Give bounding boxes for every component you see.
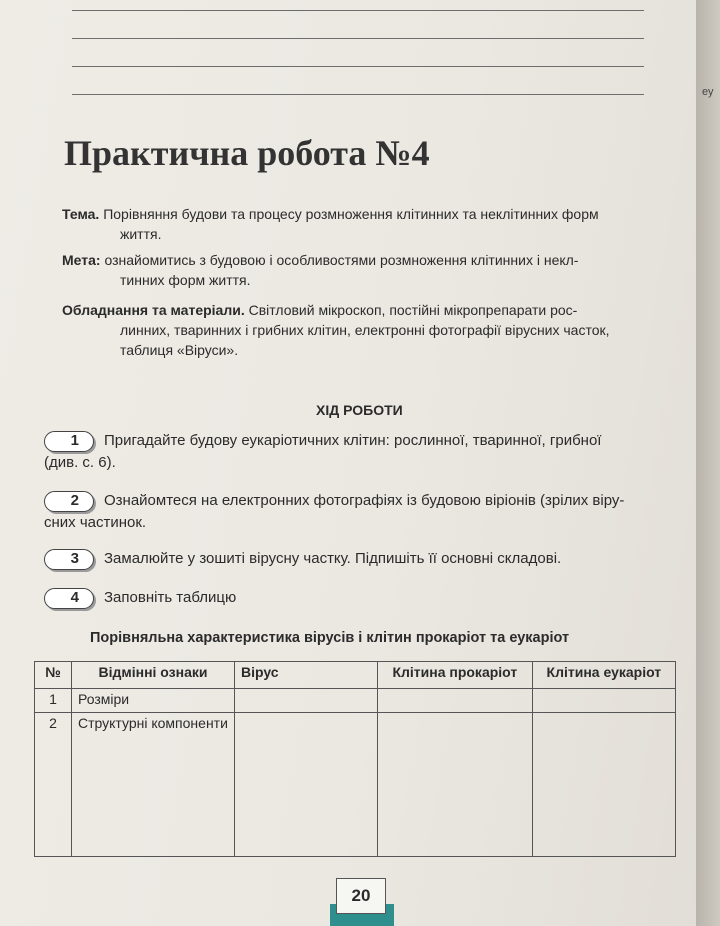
column-header: Відмінні ознаки — [72, 662, 235, 689]
equipment-text: Світловий мікроскоп, постійні мікропрепарати рос- — [244, 302, 578, 318]
table-title: Порівняльна характеристика вірусів і клітин прокаріот та еукаріот — [90, 630, 570, 646]
empty-cell[interactable] — [378, 689, 533, 713]
meta-paragraph — [62, 250, 662, 290]
table-row — [35, 713, 676, 857]
step-text-cont: сних частинок. — [44, 514, 147, 531]
step-4 — [44, 587, 674, 609]
empty-cell[interactable] — [532, 689, 675, 713]
tema-paragraph — [62, 204, 662, 244]
tema-text-cont: життя. — [120, 226, 162, 242]
step-number-badge: 3 — [44, 549, 94, 570]
writing-line — [72, 38, 644, 39]
empty-cell[interactable] — [378, 713, 533, 857]
column-header: Клітина прокаріот — [378, 662, 533, 689]
step-2 — [44, 490, 674, 534]
step-1 — [44, 430, 674, 474]
writing-line — [72, 94, 644, 95]
tema-label: Тема. — [62, 206, 100, 222]
step-number-badge: 1 — [44, 431, 94, 452]
step-text: Пригадайте будову еукаріотичних клітин: рослинної, тваринної, грибної — [104, 432, 602, 449]
row-feature: Розміри — [72, 689, 235, 713]
step-text-cont: (див. с. 6). — [44, 454, 116, 471]
comparison-table — [34, 661, 676, 857]
writing-line — [72, 66, 644, 67]
page-title: Практична робота №4 — [64, 133, 430, 173]
page-number: 20 — [336, 878, 386, 914]
step-number-badge: 2 — [44, 491, 94, 512]
procedure-heading: ХІД РОБОТИ — [316, 402, 403, 418]
equipment-paragraph — [62, 300, 662, 360]
empty-cell[interactable] — [235, 713, 378, 857]
column-header: Клітина еукаріот — [532, 662, 675, 689]
edge-text: еу — [702, 86, 714, 98]
step-text: Заповніть таблицю — [104, 589, 237, 606]
meta-text: ознайомитись з будовою і особливостями розмноження клітинних і некл- — [104, 252, 579, 268]
equipment-label: Обладнання та матеріали. — [62, 302, 245, 318]
step-number-badge: 4 — [44, 588, 94, 609]
meta-label: Мета: — [62, 252, 101, 268]
equipment-text-cont2: таблиця «Віруси». — [120, 342, 239, 358]
equipment-text-cont: линних, тваринних і грибних клітин, електронні фотографії вірусних часток, — [120, 322, 610, 338]
empty-cell[interactable] — [532, 713, 675, 857]
empty-cell[interactable] — [235, 689, 378, 713]
next-page-edge — [696, 0, 720, 926]
row-number: 2 — [35, 713, 72, 857]
table-header-row — [35, 662, 676, 689]
row-feature: Структурні компоненти — [72, 713, 235, 857]
step-text: Замалюйте у зошиті вірусну частку. Підпишіть її основні складові. — [104, 550, 562, 567]
writing-line — [72, 10, 644, 11]
table-row — [35, 689, 676, 713]
row-number: 1 — [35, 689, 72, 713]
column-header: № — [35, 662, 72, 689]
meta-text-cont: тинних форм життя. — [120, 272, 251, 288]
column-header: Вірус — [235, 662, 378, 689]
step-3 — [44, 548, 674, 570]
step-text: Ознайомтеся на електронних фотографіях із будовою віріонів (зрілих віру- — [104, 492, 625, 509]
tema-text: Порівняння будови та процесу розмноження клітинних та неклітинних форм — [103, 206, 599, 222]
